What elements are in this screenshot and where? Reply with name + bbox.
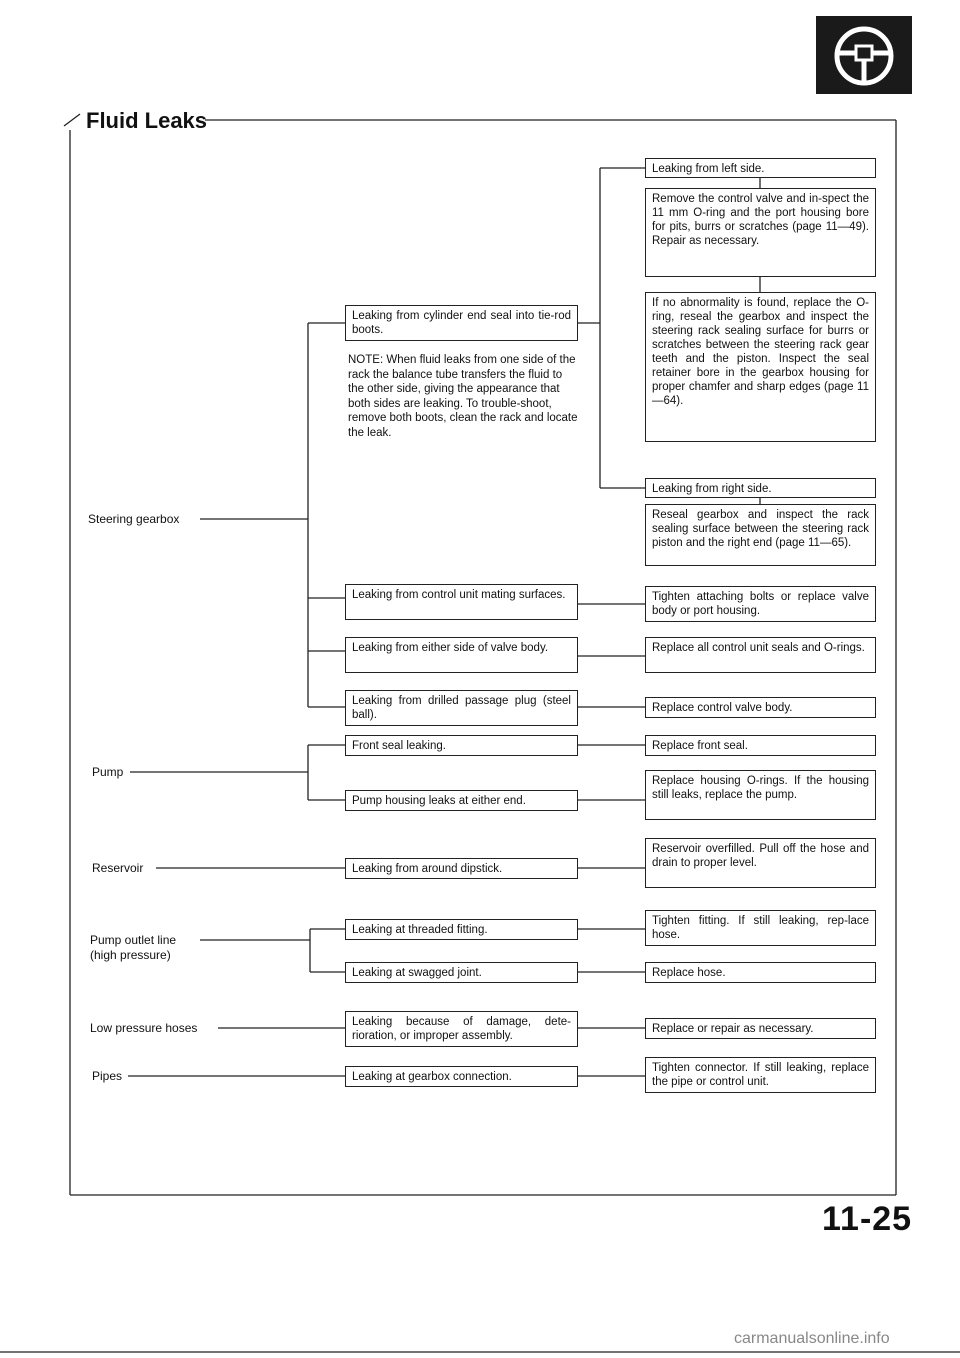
category-pump: Pump (92, 765, 124, 779)
category-pump-outlet-line: Pump outlet line (high pressure) (90, 933, 177, 962)
action-replace-seals: Replace all control unit seals and O-rings. (645, 637, 876, 673)
symptom-swagged-joint: Leaking at swagged joint. (345, 962, 578, 983)
action-reservoir-overfilled: Reservoir overfilled. Pull off the hose and drain to proper level. (645, 838, 876, 888)
note-balance-tube: NOTE: When fluid leaks from one side of the rack the balance tube transfers the fluid to the other side, giving the appearance that both sides are leaking. To trouble-shoot, remove both boots, clean the rack and locate the leak. (348, 354, 578, 439)
action-replace-housing-orings: Replace housing O-rings. If the housing still leaks, replace the pump. (645, 770, 876, 820)
action-replace-or-repair: Replace or repair as necessary. (645, 1018, 876, 1039)
action-replace-hose: Replace hose. (645, 962, 876, 983)
action-replace-valve-body: Replace control valve body. (645, 697, 876, 718)
step-left-side: Leaking from left side. (645, 158, 876, 178)
action-reseal-gearbox: Reseal gearbox and inspect the rack sealing surface between the steering rack piston and the right end (page 11—65). (645, 504, 876, 566)
action-tighten-fitting: Tighten fitting. If still leaking, rep-lace hose. (645, 910, 876, 946)
page-number: 11-25 (822, 1200, 913, 1238)
action-tighten-connector: Tighten connector. If still leaking, replace the pipe or control unit. (645, 1057, 876, 1093)
symptom-cylinder-end-seal: Leaking from cylinder end seal into tie-rod boots. (345, 305, 578, 341)
symptom-either-side-valve: Leaking from either side of valve body. (345, 637, 578, 673)
action-replace-front-seal: Replace front seal. (645, 735, 876, 756)
symptom-control-unit-mating: Leaking from control unit mating surfaces. (345, 584, 578, 620)
action-remove-control-valve: Remove the control valve and in-spect the 11 mm O-ring and the port housing bore for pits, burrs or scratches (page 11—49). Repair as necessary. (645, 188, 876, 277)
symptom-front-seal: Front seal leaking. (345, 735, 578, 756)
symptom-pump-housing: Pump housing leaks at either end. (345, 790, 578, 811)
category-reservoir: Reservoir (92, 861, 144, 875)
category-pipes: Pipes (92, 1069, 123, 1083)
symptom-drilled-passage-plug: Leaking from drilled passage plug (steel ball). (345, 690, 578, 726)
action-no-abnormality: If no abnormality is found, replace the O-ring, reseal the gearbox and inspect the steering rack sealing surface for burrs or scratches between the steering rack gear teeth and the piston. Inspect the seal retainer bore in the gearbox housing for proper chamfer and sharp edges (page 11—64). (645, 292, 876, 442)
page-title: Fluid Leaks (86, 108, 208, 133)
category-low-pressure-hoses: Low pressure hoses (90, 1021, 198, 1035)
symptom-threaded-fitting: Leaking at threaded fitting. (345, 919, 578, 940)
watermark: carmanualsonline.info (734, 1330, 890, 1347)
symptom-gearbox-connection: Leaking at gearbox connection. (345, 1066, 578, 1087)
symptom-damage: Leaking because of damage, dete-rioration, or improper assembly. (345, 1011, 578, 1047)
category-steering-gearbox: Steering gearbox (88, 512, 180, 526)
action-tighten-bolts: Tighten attaching bolts or replace valve body or port housing. (645, 586, 876, 622)
symptom-around-dipstick: Leaking from around dipstick. (345, 858, 578, 879)
step-right-side: Leaking from right side. (645, 478, 876, 498)
